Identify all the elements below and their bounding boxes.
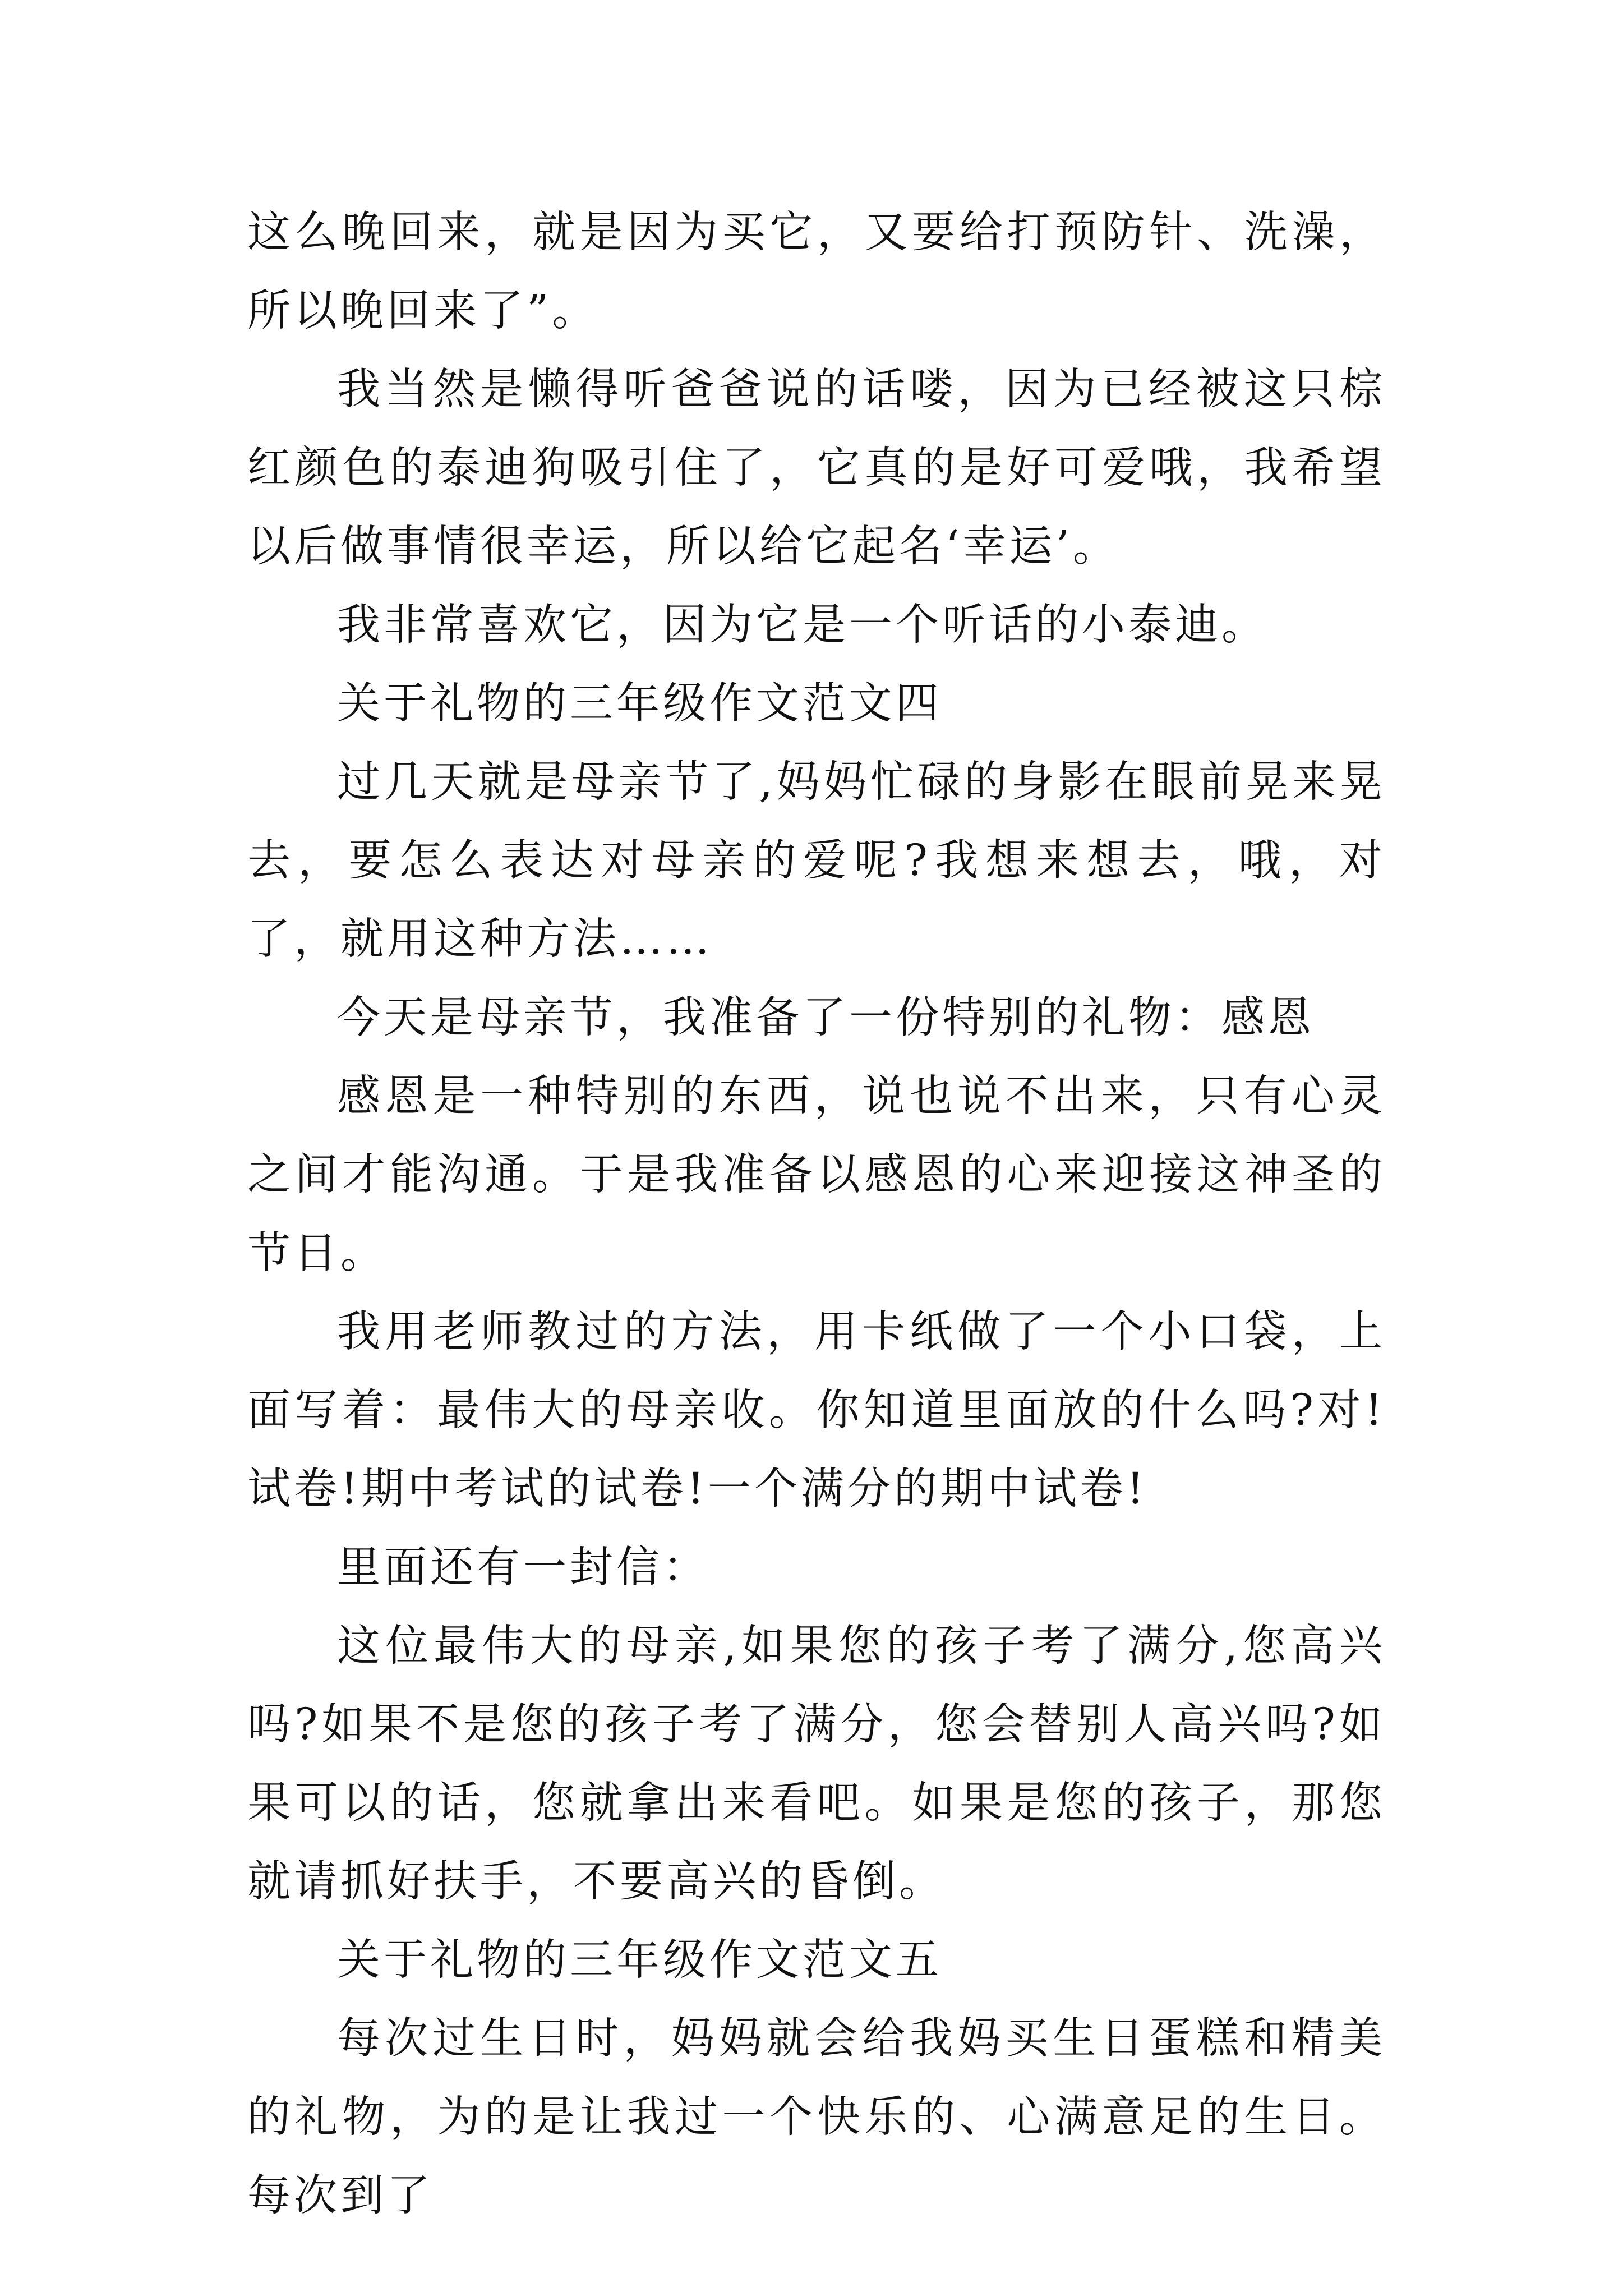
paragraph: 每次过生日时，妈妈就会给我妈买生日蛋糕和精美的礼物，为的是让我过一个快乐的、心满意足的生日。每次到了: [247, 2014, 1386, 2221]
section-heading: 关于礼物的三年级作文范文四: [337, 679, 942, 729]
section-heading: 关于礼物的三年级作文范文五: [337, 1935, 942, 1985]
paragraph: 这么晚回来，就是因为买它，又要给打预防针、洗澡，所以晚回来了”。: [247, 208, 1386, 336]
paragraph: 这位最伟大的母亲,如果您的孩子考了满分,您高兴吗?如果不是您的孩子考了满分，您会替别人高兴吗?如果可以的话，您就拿出来看吧。如果是您的孩子，那您就请抓好扶手，不要高兴的昏倒。: [247, 1621, 1386, 1907]
document-body: [247, 194, 1386, 2235]
paragraph: 今天是母亲节，我准备了一份特别的礼物：感恩: [337, 993, 1315, 1043]
paragraph: 我用老师教过的方法，用卡纸做了一个小口袋，上面写着：最伟大的母亲收。你知道里面放的什么吗?对!试卷!期中考试的试卷!一个满分的期中试卷!: [247, 1307, 1386, 1514]
paragraph: 感恩是一种特别的东西，说也说不出来，只有心灵之间才能沟通。于是我准备以感恩的心来迎接这神圣的节日。: [247, 1071, 1386, 1278]
paragraph: 我非常喜欢它，因为它是一个听话的小泰迪。: [337, 600, 1268, 650]
paragraph: 里面还有一封信：: [337, 1543, 709, 1593]
paragraph: 我当然是懒得听爸爸说的话喽，因为已经被这只棕红颜色的泰迪狗吸引住了，它真的是好可爱哦，我希望以后做事情很幸运，所以给它起名‘幸运’。: [247, 365, 1386, 572]
paragraph: 过几天就是母亲节了,妈妈忙碌的身影在眼前晃来晃去，要怎么表达对母亲的爱呢?我想来想去，哦，对了，就用这种方法……: [247, 757, 1386, 964]
